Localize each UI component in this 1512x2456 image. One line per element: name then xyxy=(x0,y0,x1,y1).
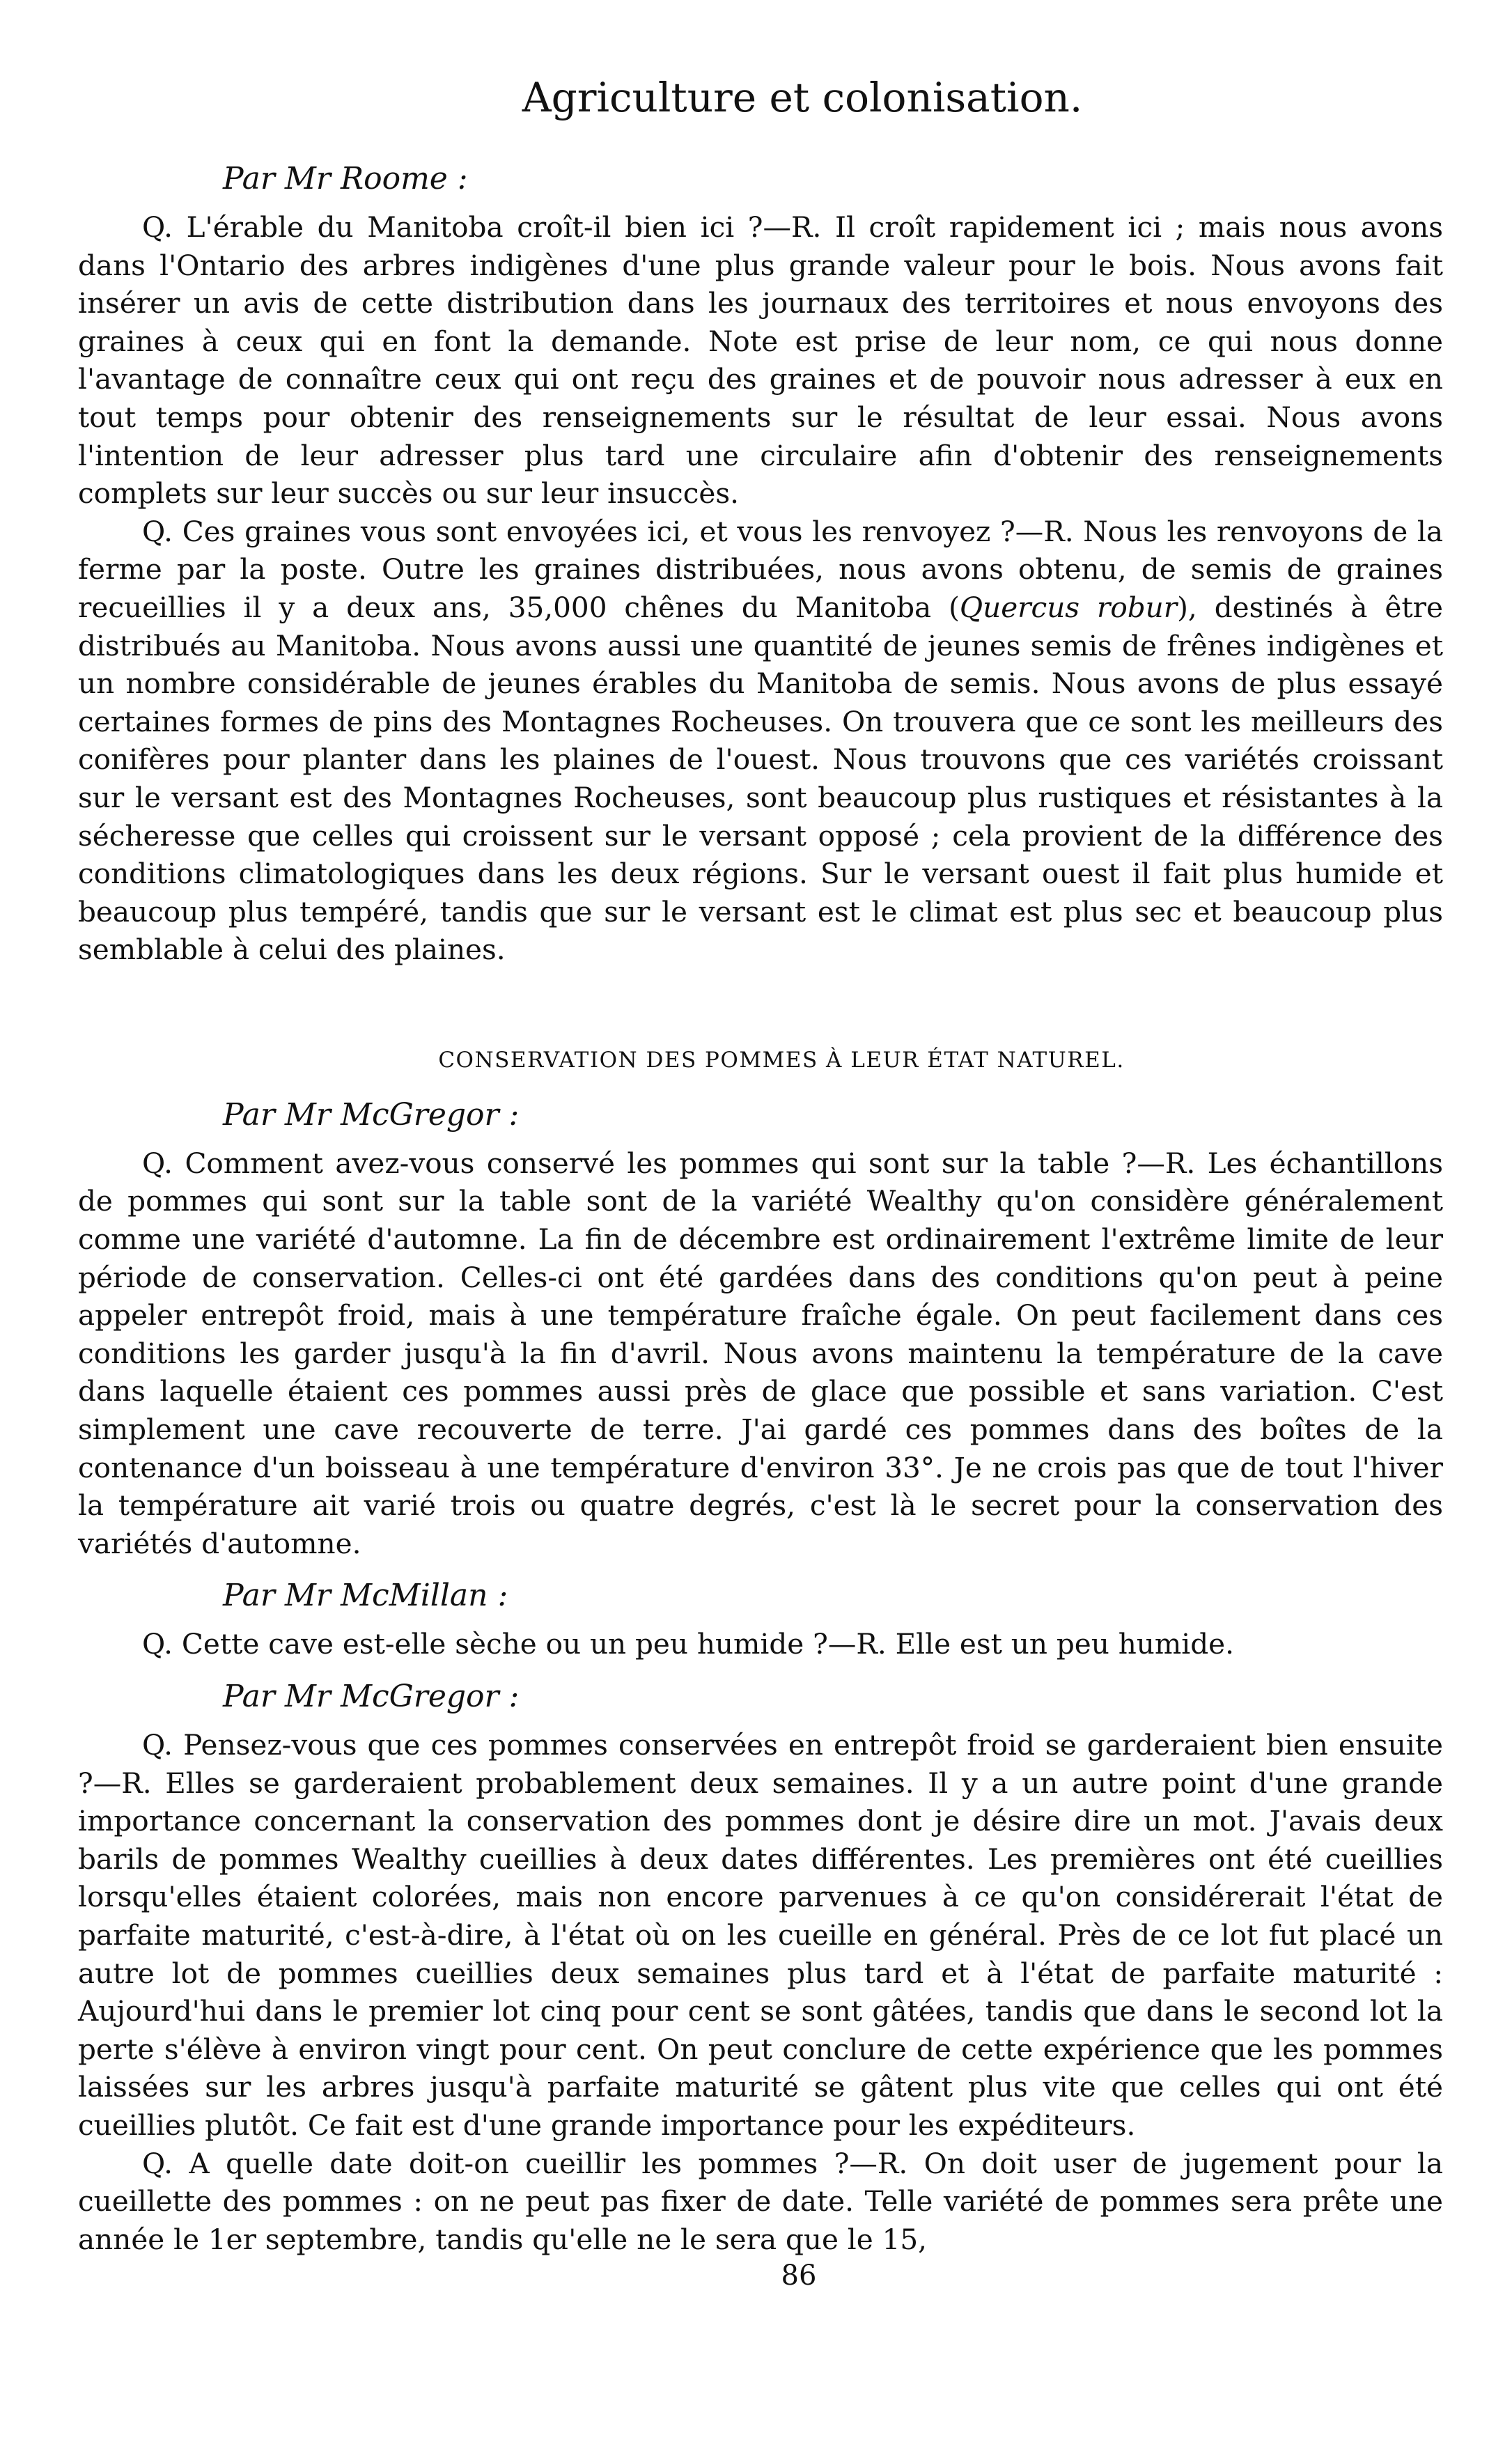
paragraph-2-text-a: Q. Ces graines vous sont envoyées ici, et vous les renvoyez ?—R. Nous les renvoyons de la ferme par la poste. Outre les graines distribuées, nous avons obtenu, de semis de graines recueillies il y a deux ans, 35,000 chênes du Manitoba ( xyxy=(78,514,1443,624)
paragraph-1: Q. L'érable du Manitoba croît-il bien ici ?—R. Il croît rapidement ici ; mais nous avons dans l'Ontario des arbres indigènes d'une plus grande valeur pour le bois. Nous avons fait insérer un avis de cette distribution dans les journaux des territoires et nous envoyons des graines à ceux qui en font la demande. Note est prise de leur nom, ce qui nous donne l'avantage de connaître ceux qui ont reçu des graines et de pouvoir nous adresser à eux en tout temps pour obtenir des renseignements sur le résultat de leur essai. Nous avons l'intention de leur adresser plus tard une circulaire afin d'obtenir des renseignements complets sur leur succès ou sur leur insuccès. xyxy=(78,210,1443,511)
speaker-mcmillan: Par Mr McMillan : xyxy=(223,1578,508,1614)
speaker-roome: Par Mr Roome : xyxy=(223,161,468,196)
paragraph-5: Q. Pensez-vous que ces pommes conservées en entrepôt froid se garderaient bien ensuite ?—R. Elles se garderaient probablement deux semaines. Il y a un autre point d'une grande importance concernant la conservation des pommes dont je désire dire un mot. J'avais deux barils de pommes Wealthy cueillies à deux dates différentes. Les premières ont été cueillies lorsqu'elles étaient colorées, mais non encore parvenues à ce qu'on considérerait l'état de parfaite maturité, c'est-à-dire, à l'état où on les cueille en général. Près de ce lot fut placé un autre lot de pommes cueillies deux semaines plus tard et à l'état de parfaite maturité : Aujourd'hui dans le premier lot cinq pour cent se sont gâtées, tandis que dans le second lot la perte s'élève à environ vingt pour cent. On peut conclure de cette expérience que les pommes laissées sur les arbres jusqu'à parfaite maturité se gâtent plus vite que celles qui ont été cueillies plutôt. Ce fait est d'une grande importance pour les expéditeurs. xyxy=(78,1728,1443,2142)
paragraph-6: Q. A quelle date doit-on cueillir les pommes ?—R. On doit user de jugement pour la cueillette des pommes : on ne peut pas fixer de date. Telle variété de pommes sera prête une année le 1er septembre, tandis qu'elle ne le sera que le 15, xyxy=(78,2146,1443,2256)
paragraph-4: Q. Cette cave est-elle sèche ou un peu humide ?—R. Elle est un peu humide. xyxy=(142,1627,1234,1661)
speaker-mcgregor-2: Par Mr McGregor : xyxy=(223,1679,520,1714)
document-page xyxy=(78,73,1443,2293)
section-title: CONSERVATION DES POMMES À LEUR ÉTAT NATUREL. xyxy=(438,1047,1125,1073)
paragraph-2 xyxy=(78,513,1443,969)
paragraph-3: Q. Comment avez-vous conservé les pommes qui sont sur la table ?—R. Les échantillons de pommes qui sont sur la table sont de la variété Wealthy qu'on considère généralement comme une variété d'automne. La fin de décembre est ordinairement l'extrême limite de leur période de conservation. Celles-ci ont été gardées dans des conditions qu'on peut à peine appeler entrepôt froid, mais à une température fraîche égale. On peut facilement dans ces conditions les garder jusqu'à la fin d'avril. Nous avons maintenu la température de la cave dans laquelle étaient ces pommes aussi près de glace que possible et sans variation. C'est simplement une cave recouverte de terre. J'ai gardé ces pommes dans des boîtes de la contenance d'un boisseau à une température d'environ 33°. Je ne crois pas que de tout l'hiver la température ait varié trois ou quatre degrés, c'est là le secret pour la conservation des variétés d'automne. xyxy=(78,1146,1443,1560)
paragraph-2-text-b: ), destinés à être distribués au Manitoba. Nous avons aussi une quantité de jeunes semis de frênes indigènes et un nombre considérable de jeunes érables du Manitoba de semis. Nous avons de plus essayé certaines formes de pins des Montagnes Rocheuses. On trouvera que ce sont les meilleurs des conifères pour planter dans les plaines de l'ouest. Nous trouvons que ces variétés croissant sur le versant est des Montagnes Rocheuses, sont beaucoup plus rustiques et résistantes à la sécheresse que celles qui croissent sur le versant opposé ; cela provient de la différence des conditions climatologiques dans les deux régions. Sur le versant ouest il fait plus humide et beaucoup plus tempéré, tandis que sur le versant est le climat est plus sec et beaucoup plus semblable à celui des plaines. xyxy=(78,590,1443,967)
paragraph-2-latin-name: Quercus robur xyxy=(959,590,1178,624)
speaker-mcgregor-1: Par Mr McGregor : xyxy=(223,1096,520,1133)
page-number: 86 xyxy=(781,2260,817,2292)
running-head: Agriculture et colonisation. xyxy=(522,74,1083,121)
